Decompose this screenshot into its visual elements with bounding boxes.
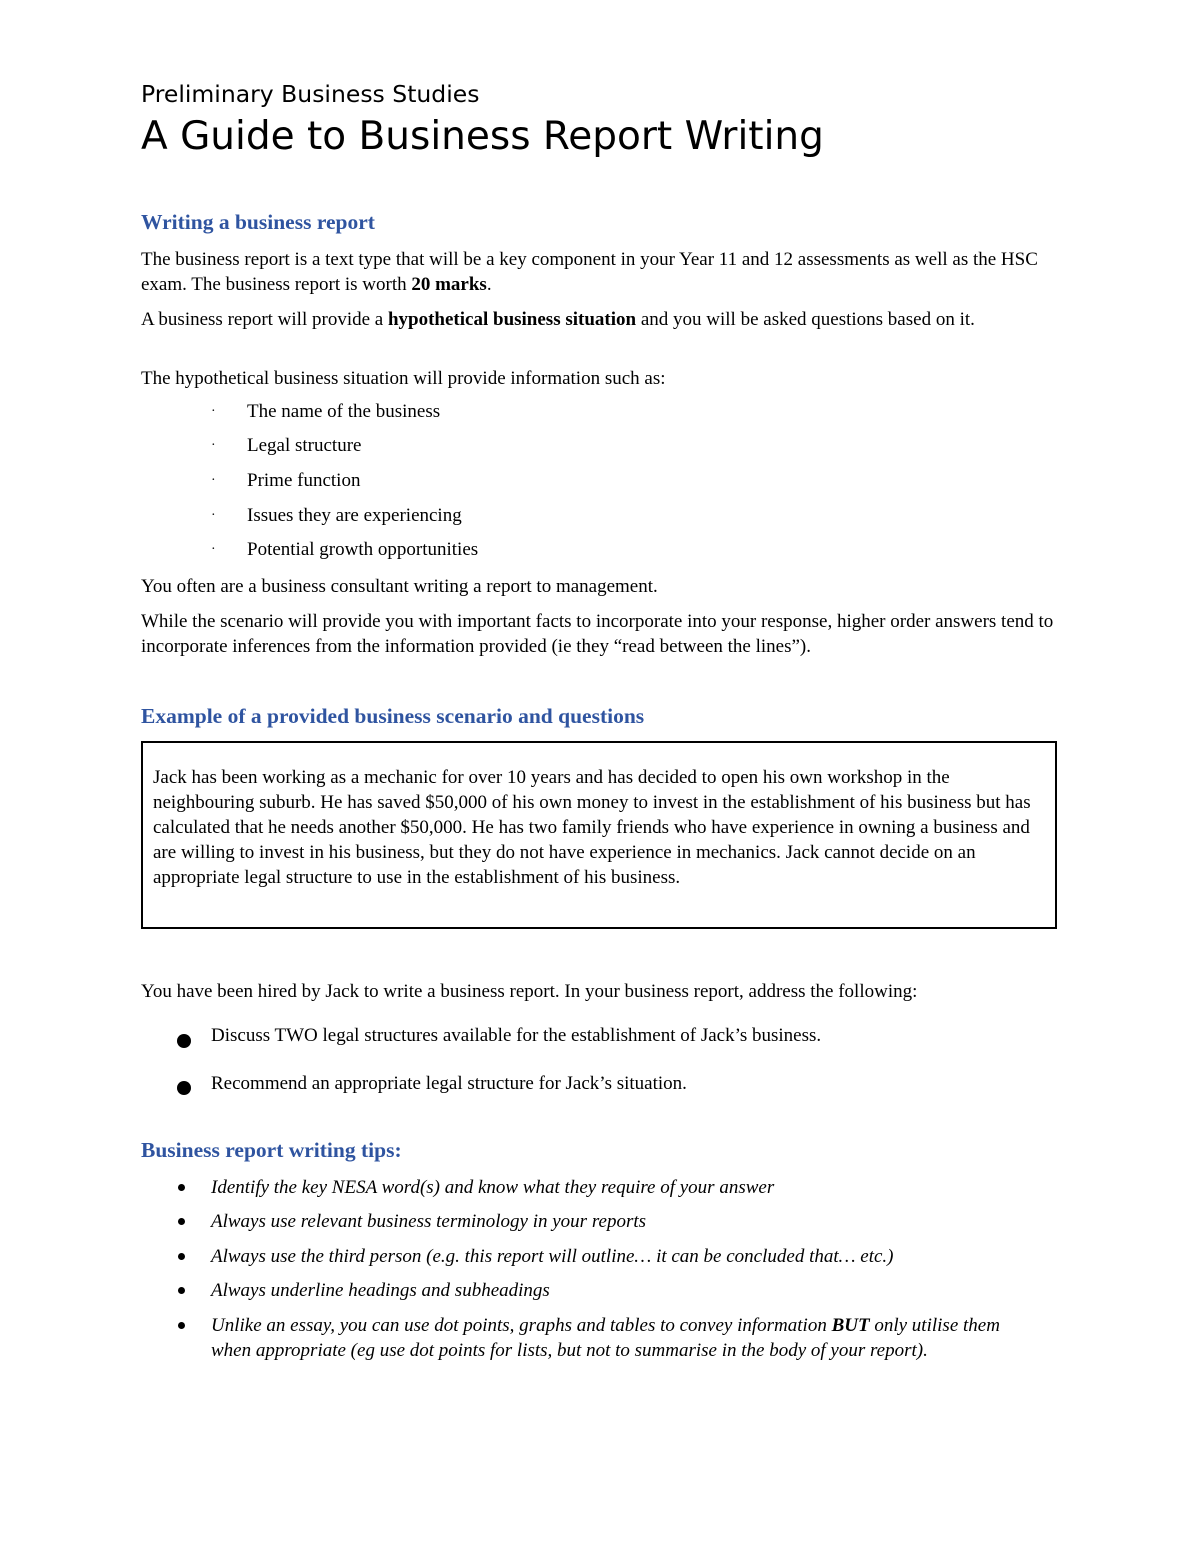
list-bullet: · — [211, 508, 216, 523]
tip-item — [211, 1313, 1031, 1363]
course-subtitle: Preliminary Business Studies — [141, 80, 480, 108]
bullet-dot-icon — [177, 1321, 187, 1331]
list-item: Legal structure — [247, 435, 362, 456]
scenario-box — [141, 741, 1057, 929]
bullet-dot-icon — [177, 1217, 187, 1227]
list-bullet: · — [211, 438, 216, 453]
tip5-bold: BUT — [831, 1315, 870, 1336]
p1-text: The business report is a text type that will be a key component in your Year 11 and 12 assessments as well as the HSC exam. The business report is worth — [141, 249, 1038, 295]
paragraph-info-list-intro: The hypothetical business situation will provide information such as: — [141, 368, 666, 389]
tip-item: Always use the third person (e.g. this report will outline… it can be concluded that… etc.) — [211, 1246, 894, 1267]
paragraph-inferences: While the scenario will provide you with important facts to incorporate into your response, higher order answers tend to incorporate inferences from the information provided (ie they “read between the lines”). — [141, 611, 1054, 657]
list-item: Prime function — [247, 470, 361, 491]
list-item: Issues they are experiencing — [247, 505, 462, 526]
question-item: Recommend an appropriate legal structure for Jack’s situation. — [211, 1073, 687, 1094]
list-bullet: · — [211, 542, 216, 557]
tip5-end: only utilise them when appropriate (eg use dot points for lists, but not to summarise in the body of your report). — [211, 1315, 1000, 1361]
section-heading-example: Example of a provided business scenario and questions — [141, 704, 645, 728]
paragraph-consultant: You often are a business consultant writing a report to management. — [141, 576, 658, 597]
p2-text: A business report will provide a — [141, 309, 388, 330]
bullet-dot-icon — [177, 1286, 187, 1296]
scenario-text: Jack has been working as a mechanic for over 10 years and has decided to open his own workshop in the neighbouring suburb. He has saved $50,000 of his own money to invest in the establishment of his business but has calculated that he needs another $50,000. He has two family friends who have experience in owning a business and are willing to invest in his business, but they do not have experience in mechanics. Jack cannot decide on an appropriate legal structure to use in the establishment of his business. — [153, 767, 1031, 888]
list-item: Potential growth opportunities — [247, 539, 479, 560]
question-item: Discuss TWO legal structures available for the establishment of Jack’s business. — [211, 1025, 822, 1046]
paragraph-task-intro: You have been hired by Jack to write a business report. In your business report, address the following: — [141, 981, 918, 1002]
bullet-dot-icon — [177, 1183, 187, 1193]
list-bullet: · — [211, 404, 216, 419]
tip-item: Always underline headings and subheadings — [211, 1280, 550, 1301]
p1-bold: 20 marks — [411, 274, 487, 295]
tip5-text: Unlike an essay, you can use dot points, graphs and tables to convey information — [211, 1315, 832, 1336]
section-heading-tips: Business report writing tips: — [141, 1138, 402, 1162]
paragraph-report-intro — [141, 247, 1061, 297]
paragraph-hypothetical — [141, 307, 1061, 332]
list-bullet: · — [211, 473, 216, 488]
bullet-dot-icon — [177, 1034, 191, 1048]
section-heading-writing: Writing a business report — [141, 210, 375, 234]
page-title: A Guide to Business Report Writing — [141, 114, 824, 159]
list-item: The name of the business — [247, 401, 441, 422]
tip-item: Always use relevant business terminology in your reports — [211, 1211, 647, 1232]
p1-end: . — [486, 274, 492, 295]
p2-end: and you will be asked questions based on it. — [636, 309, 975, 330]
bullet-dot-icon — [177, 1081, 191, 1095]
p2-bold: hypothetical business situation — [387, 309, 637, 330]
bullet-dot-icon — [177, 1252, 187, 1262]
tip-item: Identify the key NESA word(s) and know what they require of your answer — [211, 1177, 775, 1198]
